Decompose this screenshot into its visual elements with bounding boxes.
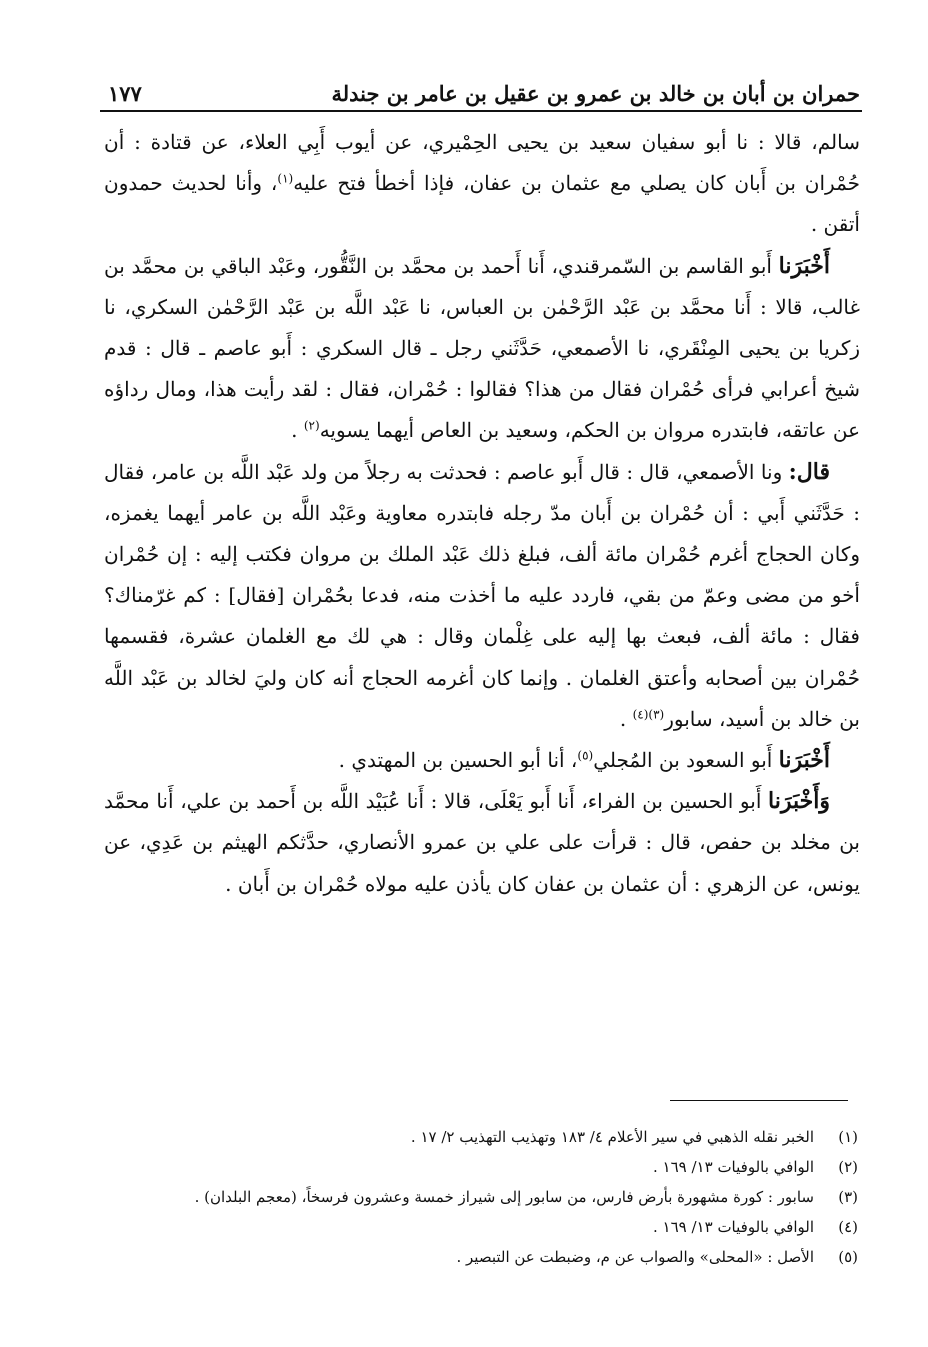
footnote-text: الوافي بالوفيات ١٣/ ١٦٩ . — [653, 1158, 814, 1176]
paragraph-2-lead: أَخْبَرَنا — [778, 252, 830, 279]
paragraph-3 — [104, 452, 860, 740]
paragraph-4-end: ، أنا أبو الحسين بن المهتدي . — [338, 748, 578, 773]
paragraph-4 — [104, 740, 860, 781]
footnote-text: الوافي بالوفيات ١٣/ ١٦٩ . — [653, 1218, 814, 1236]
footnote-ref-2: (٢) — [303, 418, 320, 433]
footnote-text: الأصل : «المحلى» والصواب عن م، وضبطت عن التبصير . — [456, 1248, 814, 1266]
paragraph-3-lead: قال: — [788, 458, 830, 485]
footnote-item — [98, 1212, 858, 1242]
footnote-item — [98, 1152, 858, 1182]
footnote-ref-1: (١) — [277, 171, 294, 186]
paragraph-2 — [104, 246, 860, 452]
footnotes — [98, 1122, 858, 1272]
paragraph-5-text: أَبو الحسين بن الفراء، أَنا أَبو يَعْلَى، قالا : أَنا عُبَيْد اللَّه بن أَحمد بن علي، أَنا محمَّد بن مخلد بن حفص، قال : قرأت على علي بن عمرو الأنصاري، حدَّثكم الهيثم بن عَدِي، عن يونس، عن الزهري : أن عثمان بن عفان كان يأذن عليه مولاه حُمْران بن أَبان . — [104, 789, 860, 896]
footnote-number: (١) — [838, 1128, 858, 1146]
paragraph-1-text: سالم، قالا : نا أبو سفيان سعيد بن يحيى الحِمْيري، عن أيوب أَبِي العلاء، عن قتادة : أن حُمْران بن أَبان كان يصلي مع عثمان بن عفان، فإذا أخطأ فتح عليه — [104, 130, 861, 196]
footnote-rule — [670, 1100, 848, 1101]
footnote-item — [98, 1122, 858, 1152]
footnote-number: (٥) — [838, 1248, 858, 1266]
footnote-text: الخبر نقله الذهبي في سير الأعلام ٤/ ١٨٣ وتهذيب التهذيب ٢/ ١٧ . — [410, 1128, 814, 1146]
footnote-item — [98, 1242, 858, 1272]
paragraph-3-text: ونا الأصمعي، قال : قال أَبو عاصم : فحدثت به رجلاً من ولد عَبْد اللَّه بن عامر، فقال : حَدَّثَني أَبي : أن حُمْران بن أَبان مدّ رجله فابتدره معاوية وعَبْد اللَّه بن عامر أيهما يغمزه، وكان الحجاج أغرم حُمْران مائة ألف، فبلغ ذلك عَبْد الملك بن مروان فكتب إليه : إن حُمْران أخو من مضى وعمّ من بقي، فاردد عليه ما أخذت منه، فدعا بحُمْران [فقال] : كم غرّمناك؟ فقال : مائة ألف، فبعث بها إليه على غِلْمان وقال : هي لك مع الغلمان عشرة، فقسمها حُمْران بين أصحابه وأعتق الغلمان . وإنما كان أغرمه الحجاج أنه كان وليَ لخالد بن عَبْد اللَّه بن خالد بن أسيد، سابور — [104, 459, 861, 731]
paragraph-4-text: أَبو السعود بن المُجلي — [593, 748, 779, 773]
page-number: ١٧٧ — [108, 81, 142, 106]
footnote-text: سابور : كورة مشهورة بأرض فارس، من سابور إلى شيراز خمسة وعشرون فرسخاً، (معجم البلدان) . — [194, 1188, 814, 1206]
paragraph-3-end: . — [619, 706, 633, 731]
main-text — [104, 122, 860, 905]
paragraph-4-lead: أَخْبَرَنا — [778, 747, 830, 774]
footnote-number: (٣) — [838, 1188, 858, 1206]
paragraph-2-end: . — [291, 418, 304, 443]
header-rule — [100, 110, 862, 112]
footnote-item — [98, 1182, 858, 1212]
footnote-number: (٤) — [838, 1218, 858, 1236]
paragraph-1-end: ، وأنا لحديث حمدون أتقن . — [104, 171, 860, 237]
paragraph-1 — [104, 122, 860, 246]
running-title: حمران بن أبان بن خالد بن عمرو بن عقيل بن عامر بن جندلة — [331, 81, 860, 106]
paragraph-2-text: أَبو القاسم بن السّمرقندي، أَنا أَحمد بن محمَّد بن النَّقُّور، وعَبْد الباقي بن محمَّد بن غالب، قالا : أَنا محمَّد بن عَبْد الرَّحْمٰن بن العباس، نا عَبْد اللَّه بن عَبْد الرَّحْمٰن السكري، نا زكريا بن يحيى المِنْقَري، نا الأصمعي، حَدَّثَني رجل ـ قال السكري : أَبو عاصم ـ قال : قدم شيخ أعرابي فرأى حُمْران فقال من هذا؟ فقالوا : حُمْران، فقال : لقد رأيت هذا، ومال رداؤه عن عاتقه، فابتدره مروان بن الحكم، وسعيد بن العاص أيهما يسويه — [104, 253, 860, 443]
running-header — [108, 70, 860, 106]
footnote-number: (٢) — [838, 1158, 858, 1176]
paragraph-5-lead: وَأَخْبَرَنا — [768, 788, 830, 815]
footnote-ref-3-4: (٣)(٤) — [632, 707, 665, 722]
paragraph-5 — [104, 781, 860, 905]
footnote-ref-5: (٥) — [577, 748, 594, 763]
